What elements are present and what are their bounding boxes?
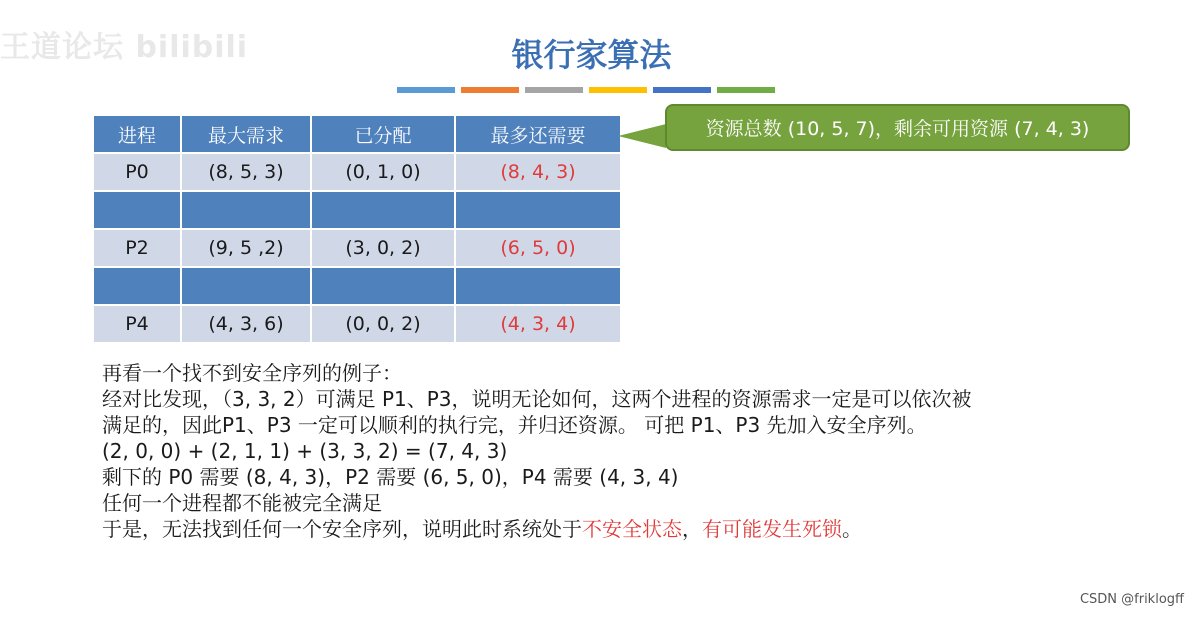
cell-need: (4, 3, 4) [455, 305, 621, 343]
cell-max [181, 267, 311, 305]
text-line: 经对比发现，（3, 3, 2）可满足 P1、P3，说明无论如何，这两个进程的资源需求一定是可以依次被 [102, 387, 972, 411]
resource-table [92, 114, 622, 344]
deadlock-text: 有可能发生死锁 [702, 517, 842, 541]
text-line: 再看一个找不到安全序列的例子： [102, 361, 402, 385]
csdn-credit: CSDN @friklogff [1079, 592, 1184, 607]
punctuation: 。 [842, 517, 862, 541]
table-row [93, 305, 621, 343]
cell-process: P2 [93, 229, 181, 267]
conclusion-line [102, 516, 1142, 542]
resource-callout: 资源总数 (10, 5, 7)，剩余可用资源 (7, 4, 3) [665, 104, 1130, 151]
cell-process: P0 [93, 153, 181, 191]
header-allocated: 已分配 [311, 115, 455, 153]
header-process: 进程 [93, 115, 181, 153]
callout-pointer [618, 124, 666, 148]
explanation-text [102, 360, 1142, 542]
cell-max [181, 191, 311, 229]
punctuation: ， [682, 517, 702, 541]
color-bar [653, 87, 711, 93]
color-bar [461, 87, 519, 93]
color-bar [717, 87, 775, 93]
header-max-demand: 最大需求 [181, 115, 311, 153]
color-bar [525, 87, 583, 93]
cell-alloc: (0, 1, 0) [311, 153, 455, 191]
cell-alloc [311, 191, 455, 229]
table-header-row [93, 115, 621, 153]
table-row-hidden [93, 267, 621, 305]
slide-title: 银行家算法 [511, 36, 672, 74]
conclusion-text: 于是，无法找到任何一个安全序列，说明此时系统处于 [102, 517, 582, 541]
cell-alloc: (0, 0, 2) [311, 305, 455, 343]
cell-max: (9, 5 ,2) [181, 229, 311, 267]
text-line: 满足的，因此P1、P3 一定可以顺利的执行完，并归还资源。 可把 P1、P3 先加入安全序列。 [102, 413, 927, 437]
cell-process: P4 [93, 305, 181, 343]
cell-process [93, 267, 181, 305]
cell-need: (8, 4, 3) [455, 153, 621, 191]
table-row [93, 229, 621, 267]
cell-alloc: (3, 0, 2) [311, 229, 455, 267]
watermark: 王道论坛 bilibili [0, 30, 249, 65]
table-row [93, 153, 621, 191]
color-bar [397, 87, 455, 93]
text-line: 任何一个进程都不能被完全满足 [102, 491, 382, 515]
cell-max: (4, 3, 6) [181, 305, 311, 343]
cell-need [455, 191, 621, 229]
cell-max: (8, 5, 3) [181, 153, 311, 191]
cell-need: (6, 5, 0) [455, 229, 621, 267]
text-line: (2, 0, 0) + (2, 1, 1) + (3, 3, 2) = (7, 4, 3) [102, 439, 508, 463]
text-line: 剩下的 P0 需要 (8, 4, 3)，P2 需要 (6, 5, 0)，P4 需要 (4, 3, 4) [102, 465, 679, 489]
cell-alloc [311, 267, 455, 305]
header-need: 最多还需要 [455, 115, 621, 153]
color-bar [589, 87, 647, 93]
cell-need [455, 267, 621, 305]
title-color-bars [397, 87, 775, 93]
table-row-hidden [93, 191, 621, 229]
unsafe-state-text: 不安全状态 [582, 517, 682, 541]
cell-process [93, 191, 181, 229]
